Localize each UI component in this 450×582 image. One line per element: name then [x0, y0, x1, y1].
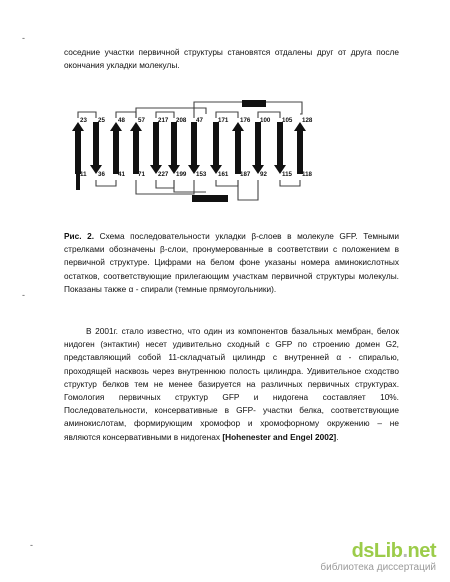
residue-number-bottom: 92: [260, 171, 267, 178]
alpha-helix: [192, 195, 228, 202]
caption-label: Рис. 2.: [64, 231, 95, 241]
residue-number-bottom: 11: [80, 171, 87, 178]
residue-number-bottom: 41: [118, 171, 125, 178]
logo-tld: net: [407, 540, 436, 562]
dslib-watermark[interactable]: [320, 540, 436, 574]
strand-connector: [280, 180, 300, 186]
residue-number-top: 47: [196, 117, 203, 124]
residue-number-bottom: 115: [282, 171, 292, 178]
margin-mark: -: [30, 540, 33, 550]
body-end: .: [336, 431, 339, 442]
strand-connector: [156, 180, 174, 188]
strand-connector: [216, 180, 238, 186]
residue-number-top: 105: [282, 117, 293, 124]
residue-number-bottom: 199: [176, 171, 187, 178]
beta-strand-arrow: [210, 122, 222, 174]
logo-subtitle: библиотека диссертаций: [320, 562, 436, 573]
citation: [Hohenester and Engel 2002]: [222, 431, 337, 442]
beta-strand-arrow: [90, 122, 102, 174]
beta-strand-arrow: [110, 122, 122, 174]
body-paragraph: [64, 325, 399, 444]
beta-strand-arrow: [168, 122, 180, 174]
beta-strand-arrow: [232, 122, 244, 174]
alpha-helix: [242, 100, 266, 107]
residue-number-bottom: 227: [158, 171, 169, 178]
gfp-beta-sheet-diagram: [56, 100, 318, 212]
intro-paragraph: [64, 46, 399, 72]
body-text: В 2001г. стало известно, что один из компонентов базальных мембран, белок нидоген (энтактин) несет удивительно сходный с GFP по строению домен G2, представляющий собой 11-складчатый цилиндр с внутренней α - спиралью, проходящей насквозь через внутреннюю полость цилиндра. Удивительное сходство структур белков тем не менее базируется на различных первичных структурах. Гомология первичных структур GFP и нидогена составляет 10%. Последовательности, консервативные в GFP- участки белка, соответствующие аминокислотам, формирующим хромофор и хромофорному окружению – не являются консервативными в нидогенах: [64, 326, 399, 442]
residue-number-bottom: 153: [196, 171, 207, 178]
beta-strand-arrow: [150, 122, 162, 174]
margin-mark: -: [22, 290, 25, 300]
residue-number-top: 217: [158, 117, 169, 124]
residue-number-bottom: 161: [218, 171, 229, 178]
beta-strand-arrow: [130, 122, 142, 174]
beta-strand-arrow: [252, 122, 264, 174]
dslib-logo: [320, 540, 436, 562]
residue-number-top: 57: [138, 117, 145, 124]
beta-strand-arrow: [274, 122, 286, 174]
margin-mark: -: [22, 33, 25, 43]
intro-text: соседние участки первичной структуры становятся отдалены друг от друга после окончания укладки молекулы.: [64, 47, 399, 71]
figure-caption: [64, 230, 399, 296]
residue-number-top: 48: [118, 117, 125, 124]
residue-number-bottom: 36: [98, 171, 105, 178]
residue-number-bottom: 118: [302, 171, 312, 178]
strand-connector: [174, 180, 206, 192]
beta-strand-arrow: [72, 122, 84, 174]
residue-number-bottom: 187: [240, 171, 251, 178]
residue-number-top: 128: [302, 117, 313, 124]
logo-dot: .: [402, 540, 408, 562]
strand-connector: [96, 180, 116, 186]
logo-main: dsLib: [351, 540, 403, 562]
residue-number-top: 25: [98, 117, 105, 124]
residue-number-top: 23: [80, 117, 87, 124]
beta-strand-arrow: [294, 122, 306, 174]
caption-text: Схема последовательности укладки β-слоев в молекуле GFP. Темными стрелками обозначены β-слои, пронумерованные в соответствии с положением в первичной структуре. Цифрами на белом фоне указаны номера аминокислотных остатков, соответствующие прилегающим участкам первичной структуры молекулы. Показаны также α - спирали (темные прямоугольники).: [64, 231, 400, 294]
residue-number-top: 100: [260, 117, 271, 124]
residue-number-top: 171: [218, 117, 229, 124]
residue-number-bottom: 71: [138, 171, 145, 178]
residue-number-top: 176: [240, 117, 251, 124]
strand-connector: [238, 180, 258, 200]
beta-strand-arrow: [188, 122, 200, 174]
residue-number-top: 208: [176, 117, 187, 124]
